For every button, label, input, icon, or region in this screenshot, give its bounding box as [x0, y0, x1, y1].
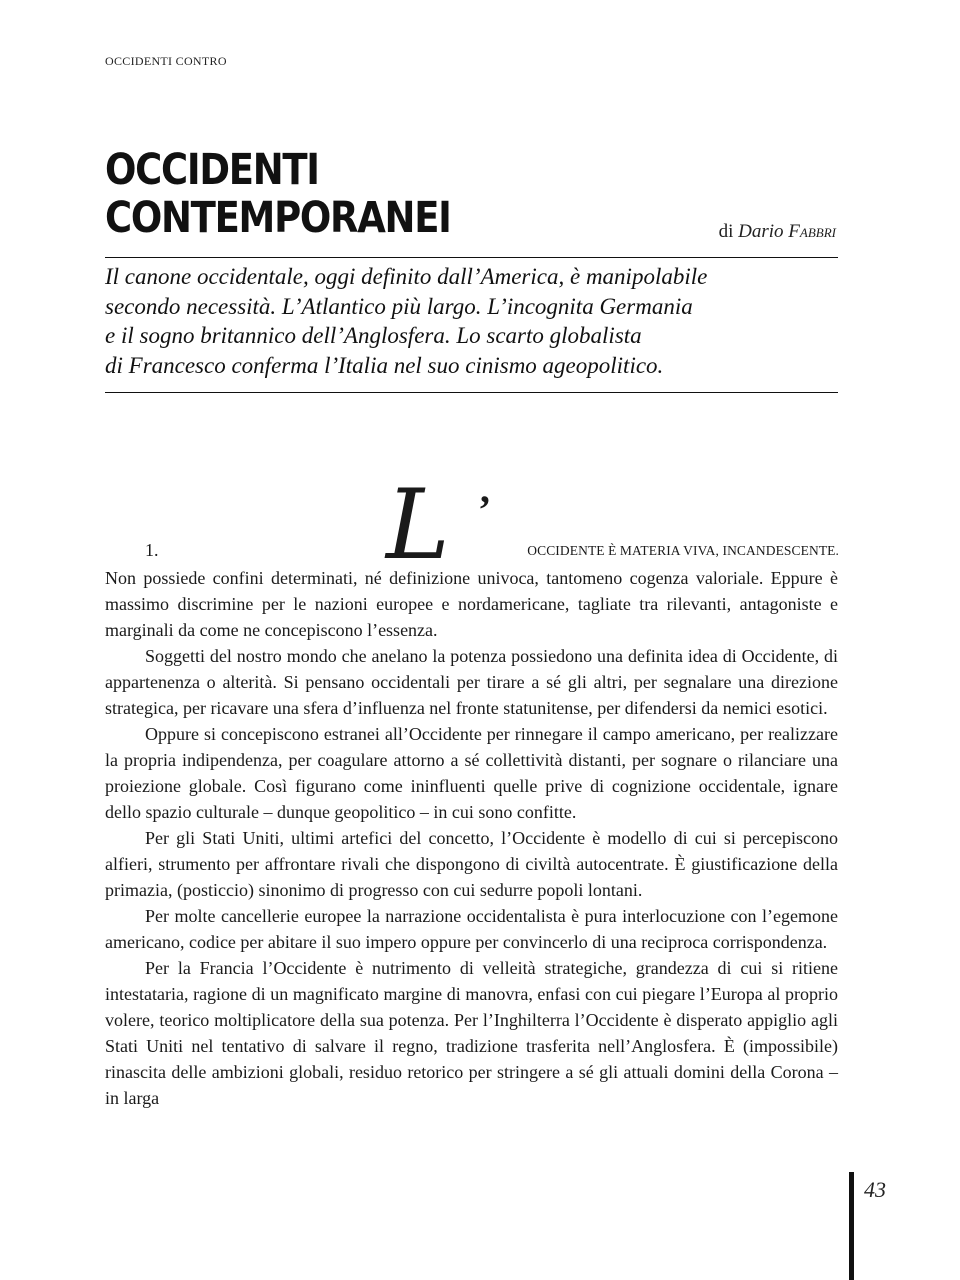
- body-paragraph: Per la Francia l’Occidente è nutrimento di velleità strategiche, grandezza di cui si ritiene intestataria, ragione di un magnificato margine di manovra, enfasi con cui piegare l’Europa al proprio volere, teorico moltiplicatore della sua potenza. Per l’Inghilterra l’Occidente è disperato appiglio agli Stati Uniti nel tentativo di salvare il regno, tradizione trasferita nell’Anglosfera. È (impossibile) rinascita delle ambizioni globali, residuo retorico per stringere a sé gli attuali domini della Corona – in larga: [105, 958, 838, 1108]
- abstract-line: e il sogno britannico dell’Anglosfera. Lo scarto globalista: [105, 323, 642, 348]
- running-head: OCCIDENTI CONTRO: [105, 54, 227, 68]
- drop-cap: L: [386, 469, 450, 581]
- section-number: 1.: [145, 540, 159, 560]
- article-body: [105, 565, 838, 1111]
- lead-in-text: OCCIDENTE È MATERIA VIVA, INCANDESCENTE.: [527, 543, 839, 558]
- drop-cap-apostrophe: ’: [478, 487, 492, 532]
- author-last-name: Fabbri: [788, 221, 836, 242]
- byline-prefix: di: [718, 221, 734, 242]
- abstract-line: Il canone occidentale, oggi definito dall’America, è manipolabile: [105, 264, 708, 289]
- body-paragraph: Non possiede confini determinati, né definizione univoca, tantomeno cogenza valoriale. Eppure è massimo discrimine per le nazioni europee e nordamericane, tagliate tra rilevanti, antagoniste e marginali da come ne concepiscono l’essenza.: [105, 568, 838, 640]
- abstract-bottom-rule: [105, 392, 838, 393]
- abstract-top-rule: [105, 257, 838, 258]
- author-first-name: Dario: [738, 221, 784, 242]
- article-title: [105, 146, 451, 242]
- abstract-line: secondo necessità. L’Atlantico più largo. L’incognita Germania: [105, 293, 693, 319]
- byline: [719, 221, 836, 243]
- abstract: [105, 262, 840, 380]
- body-paragraph: Soggetti del nostro mondo che anelano la potenza possiedono una definita idea di Occidente, di appartenenza o alterità. Si pensano occidentali per tirare a sé gli altri, per segnalare una direzione strategica, per ricavare una sfera d’influenza nel fronte statunitense, per difendersi da nemici esotici.: [105, 646, 838, 718]
- page-edge-bar: [849, 1172, 854, 1280]
- title-line-1: OCCIDENTI: [105, 145, 319, 195]
- title-line-2: CONTEMPORANEI: [105, 193, 451, 243]
- page-number: 43: [864, 1177, 886, 1202]
- abstract-line: di Francesco conferma l’Italia nel suo cinismo ageopolitico.: [105, 352, 664, 378]
- body-paragraph: Per molte cancellerie europee la narrazione occidentalista è pura interlocuzione con l’egemone americano, codice per abitare il suo impero oppure per convincerlo di una reciproca corrispondenza.: [105, 906, 838, 952]
- body-paragraph: Oppure si concepiscono estranei all’Occidente per rinnegare il campo americano, per realizzare la propria indipendenza, per coagulare attorno a sé collettività distanti, per sognare o rilanciare una proiezione globale. Così figurano come ininfluenti quelle prive di cognizione occidentale, ignare dello spazio culturale – dunque geopolitico – in cui sono confitte.: [105, 724, 838, 822]
- body-paragraph: Per gli Stati Uniti, ultimi artefici del concetto, l’Occidente è modello di cui si percepiscono alfieri, strumento per affrontare rivali che dispongono di civiltà autocentrate. È giustificazione della primazia, (posticcio) sinonimo di progresso con cui sedurre popoli lontani.: [105, 828, 838, 900]
